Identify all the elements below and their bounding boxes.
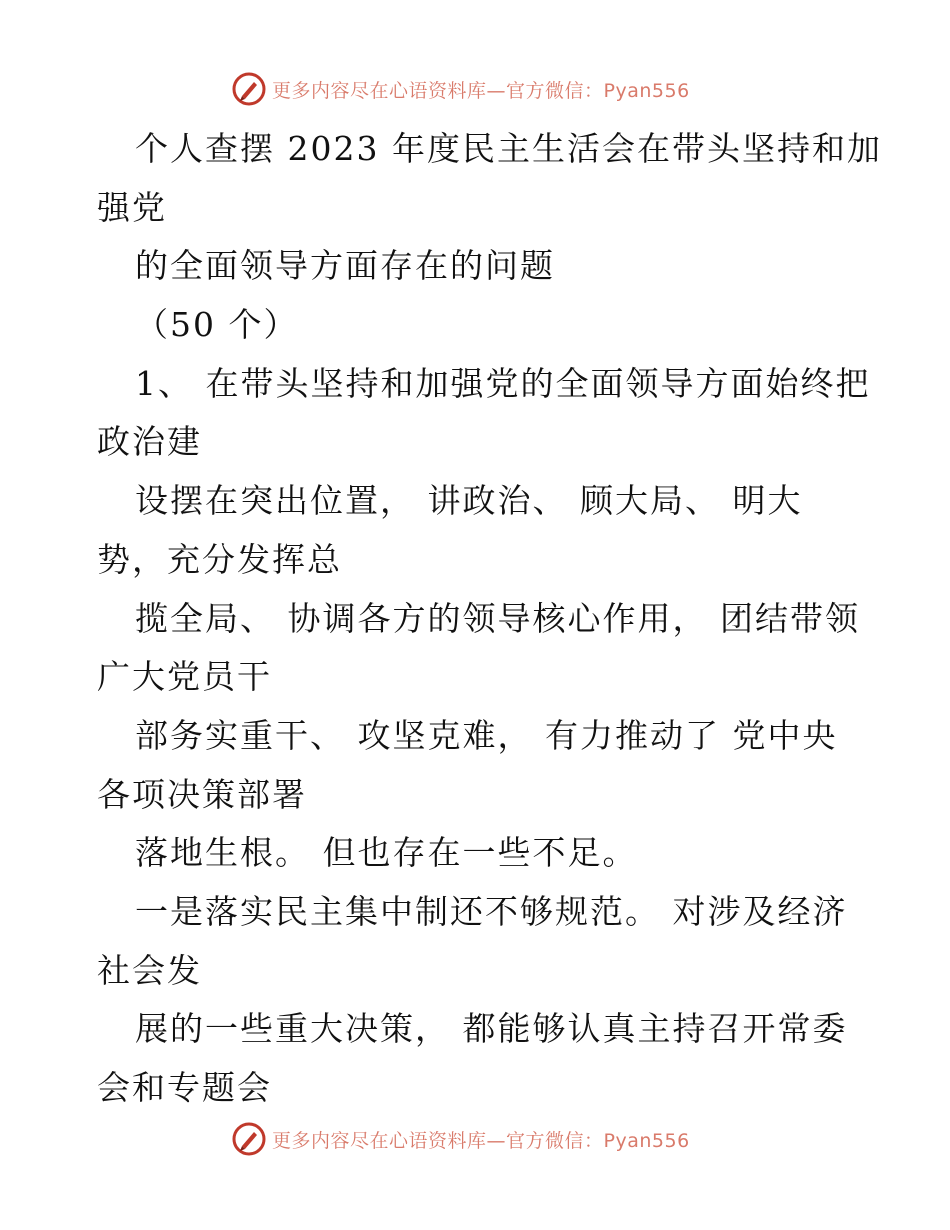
body-line: 广大党员干 bbox=[97, 657, 272, 697]
body-line: 的全面领导方面存在的问题 bbox=[135, 246, 555, 286]
body-line: 各项决策部署 bbox=[97, 774, 307, 814]
body-line: 个人查摆 2023 年度民主生活会在带头坚持和加 bbox=[135, 129, 882, 168]
body-line: 展的一些重大决策， 都能够认真主持召开常委 bbox=[135, 1009, 848, 1049]
body-line: 设摆在突出位置， 讲政治、 顾大局、 明大 bbox=[135, 481, 803, 521]
body-line: 政治建 bbox=[97, 422, 202, 462]
body-line: 部务实重干、 攻坚克难， 有力推动了 党中央 bbox=[135, 715, 838, 755]
pen-logo-icon bbox=[232, 1122, 266, 1156]
body-line: 一是落实民主集中制还不够规范。 对涉及经济 bbox=[135, 891, 848, 931]
body-line: 强党 bbox=[97, 187, 167, 227]
document-body bbox=[97, 120, 882, 1118]
watermark-footer bbox=[232, 1122, 690, 1156]
pen-logo-icon bbox=[232, 72, 266, 106]
body-line: 1、 在带头坚持和加强党的全面领导方面始终把 bbox=[135, 363, 871, 403]
body-line: 社会发 bbox=[97, 950, 202, 990]
watermark-header bbox=[232, 72, 690, 106]
body-line: 会和专题会 bbox=[97, 1068, 272, 1107]
watermark-text: 更多内容尽在心语资料库—官方微信：Pyan556 bbox=[272, 1129, 690, 1152]
body-line: （50 个） bbox=[135, 305, 299, 345]
body-line: 落地生根。 但也存在一些不足。 bbox=[135, 833, 638, 873]
body-line: 势，充分发挥总 bbox=[97, 539, 342, 579]
watermark-text: 更多内容尽在心语资料库—官方微信：Pyan556 bbox=[272, 79, 690, 102]
body-line: 揽全局、 协调各方的领导核心作用， 团结带领 bbox=[135, 598, 860, 638]
